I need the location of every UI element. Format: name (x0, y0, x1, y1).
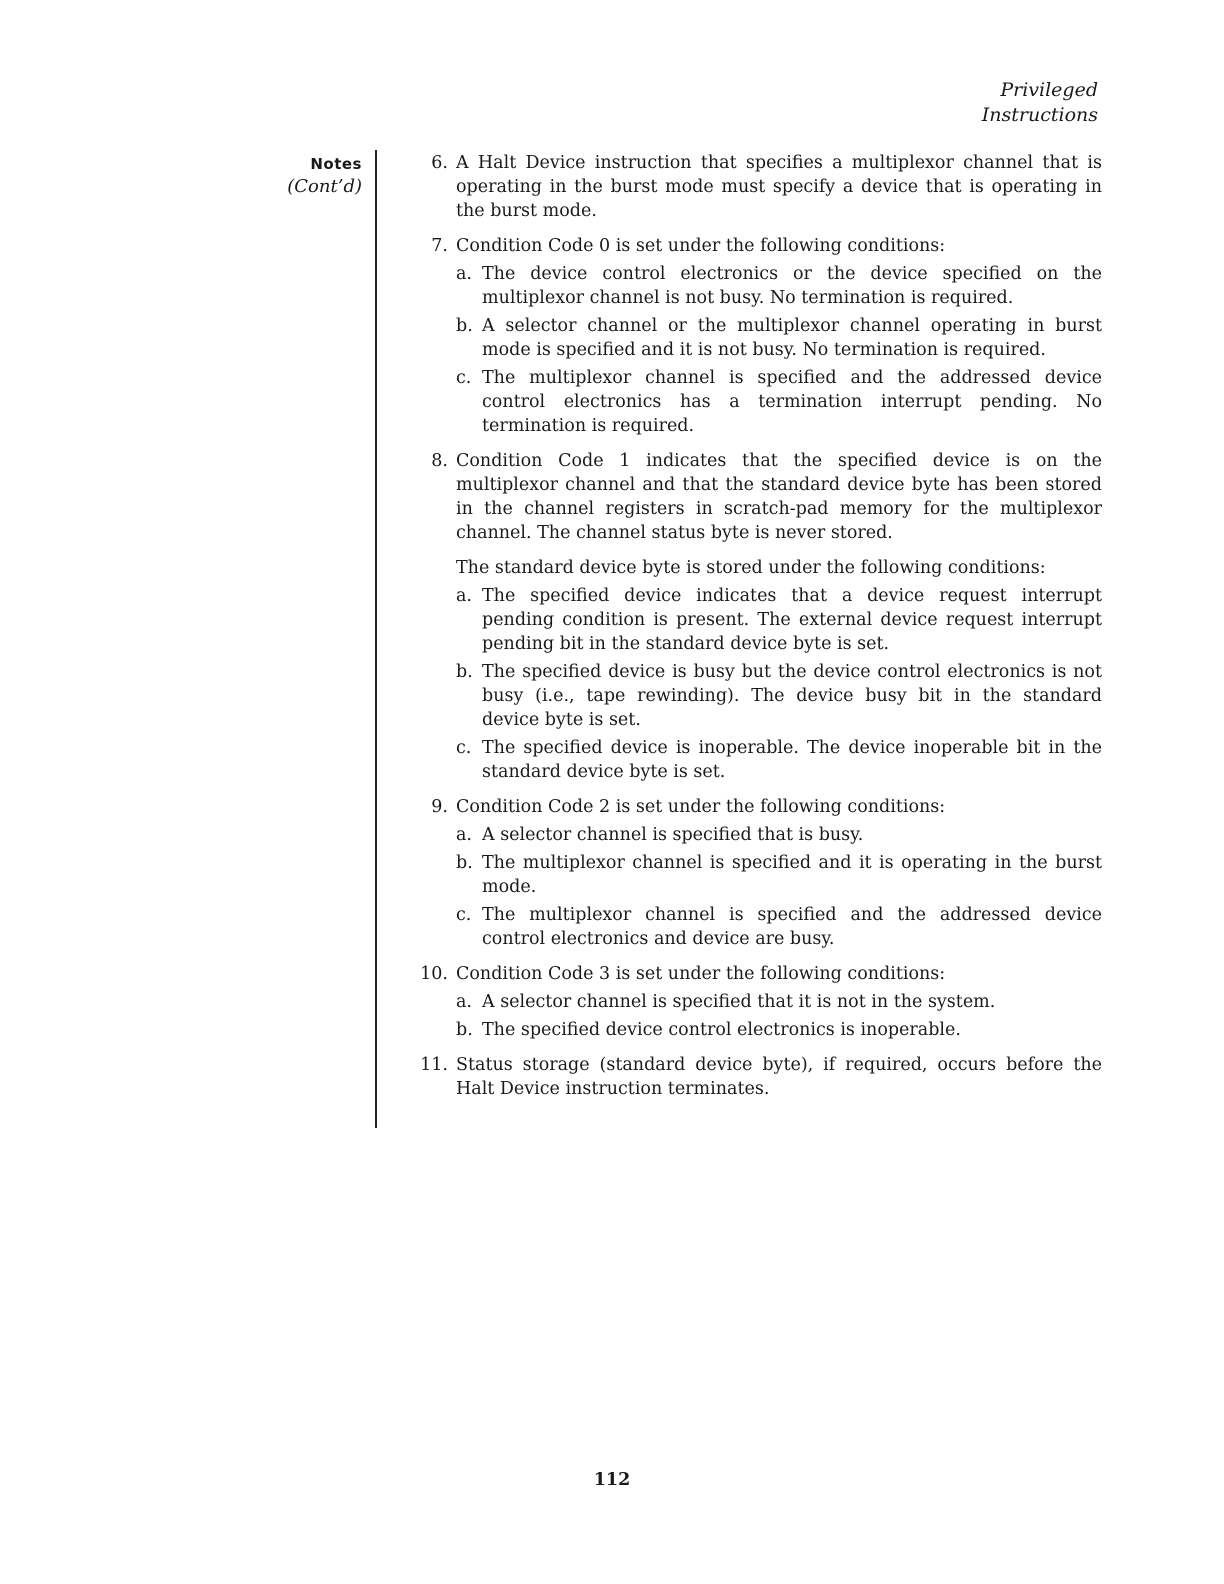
sub-list (456, 823, 1102, 951)
sub-item (456, 903, 1102, 951)
note-number: 6. (431, 153, 448, 173)
note-number: 10. (420, 964, 448, 984)
page-number: 112 (593, 1470, 631, 1490)
sub-letter: b. (456, 853, 473, 873)
sub-item (456, 660, 1102, 732)
sub-list (456, 584, 1102, 784)
sub-item (456, 736, 1102, 784)
note-paragraph: Status storage (standard device byte), if required, occurs before the Halt Device instruction terminates. (456, 1055, 1102, 1099)
note-item (398, 962, 1102, 1042)
note-item (398, 449, 1102, 784)
sub-item (456, 990, 1102, 1014)
sub-item (456, 823, 1102, 847)
sub-letter: a. (456, 264, 472, 284)
header-line-1: Privileged (1000, 79, 1098, 101)
sub-text: The specified device indicates that a device request interrupt pending condition is present. The external device request interrupt pending bit in the standard device byte is set. (482, 586, 1102, 654)
sub-list (456, 262, 1102, 438)
sub-text: The multiplexor channel is specified and the addressed device control electronics has a termination interrupt pending. No termination is required. (482, 368, 1102, 436)
notes-continued: (Cont’d) (287, 176, 362, 197)
sub-letter: a. (456, 992, 472, 1012)
note-item (398, 795, 1102, 951)
margin-note (287, 153, 362, 199)
notes-list (398, 151, 1102, 1112)
note-item (398, 151, 1102, 223)
page-header (982, 78, 1098, 128)
sub-letter: b. (456, 662, 473, 682)
note-paragraph: A Halt Device instruction that specifies a multiplexor channel that is operating in the burst mode must specify a device that is operating in the burst mode. (456, 153, 1102, 221)
note-paragraph: Condition Code 2 is set under the following conditions: (456, 797, 946, 817)
sub-item (456, 851, 1102, 899)
note-number: 7. (431, 236, 448, 256)
sub-text: A selector channel is specified that it is not in the system. (482, 992, 996, 1012)
sub-list (456, 990, 1102, 1042)
sub-letter: c. (456, 368, 472, 388)
note-item (398, 234, 1102, 438)
sub-text: The specified device is busy but the device control electronics is not busy (i.e., tape rewinding). The device busy bit in the standard device byte is set. (482, 662, 1102, 730)
sub-text: A selector channel is specified that is busy. (482, 825, 864, 845)
sub-text: The multiplexor channel is specified and it is operating in the burst mode. (482, 853, 1102, 897)
sub-text: The specified device control electronics is inoperable. (482, 1020, 961, 1040)
sub-item (456, 314, 1102, 362)
sub-letter: b. (456, 1020, 473, 1040)
sub-letter: c. (456, 905, 472, 925)
sub-item (456, 1018, 1102, 1042)
note-item (398, 1053, 1102, 1101)
sub-item (456, 584, 1102, 656)
sub-letter: c. (456, 738, 472, 758)
sub-text: The device control electronics or the device specified on the multiplexor channel is not busy. No termination is required. (482, 264, 1102, 308)
note-paragraph: Condition Code 3 is set under the following conditions: (456, 964, 946, 984)
note-paragraph: Condition Code 1 indicates that the specified device is on the multiplexor channel and that the standard device byte has been stored in the channel registers in scratch-pad memory for the multiplexor channel. The channel status byte is never stored. (456, 451, 1102, 543)
sub-text: The multiplexor channel is specified and the addressed device control electronics and device are busy. (482, 905, 1102, 949)
note-number: 9. (431, 797, 448, 817)
sub-item (456, 262, 1102, 310)
note-number: 8. (431, 451, 448, 471)
sub-letter: a. (456, 586, 472, 606)
sub-text: The specified device is inoperable. The device inoperable bit in the standard device byte is set. (482, 738, 1102, 782)
margin-rule (375, 150, 377, 1128)
note-paragraph: The standard device byte is stored under the following conditions: (456, 558, 1046, 578)
sub-item (456, 366, 1102, 438)
header-line-2: Instructions (981, 104, 1098, 126)
note-number: 11. (420, 1055, 448, 1075)
sub-text: A selector channel or the multiplexor channel operating in burst mode is specified and it is not busy. No termination is required. (482, 316, 1102, 360)
notes-title: Notes (310, 155, 362, 173)
sub-letter: a. (456, 825, 472, 845)
note-paragraph: Condition Code 0 is set under the following conditions: (456, 236, 946, 256)
sub-letter: b. (456, 316, 473, 336)
